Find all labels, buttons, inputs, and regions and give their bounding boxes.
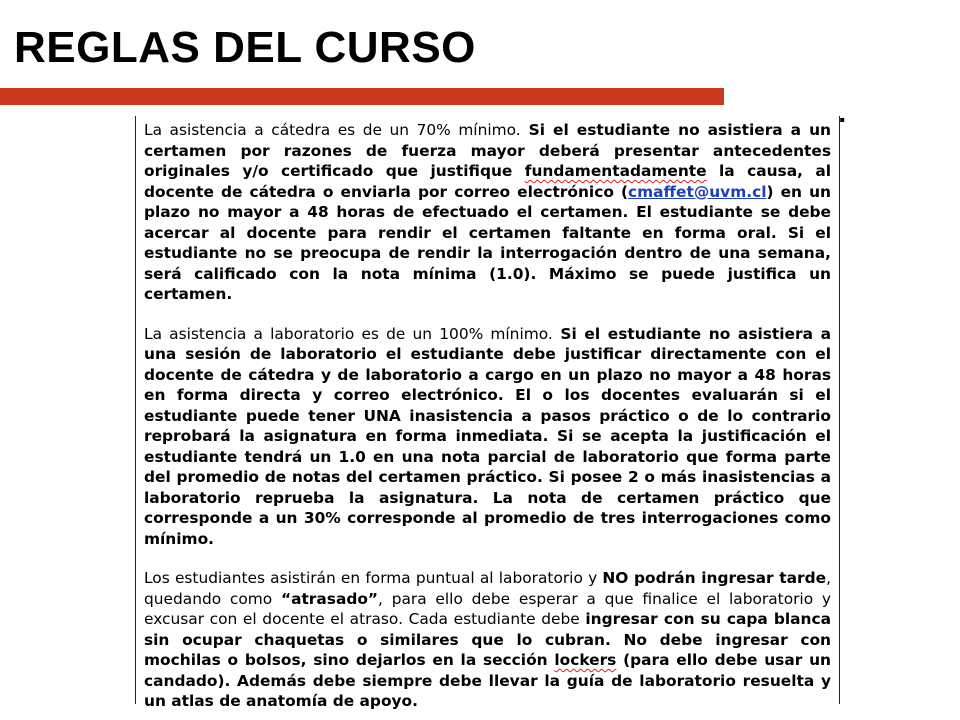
catedra-text-2: la causa, al docente de cátedra o enviarla por correo electrónico (: [144, 162, 831, 201]
late-label: “atrasado”: [280, 589, 379, 608]
dress-rules: ingresar con su capa blanca sin ocupar chaquetas o similares que lo cubran. No debe ingresar con mochilas o bolsos, sino dejarlos en la sección: [144, 610, 831, 669]
no-late-entry: NO podrán ingresar tarde: [602, 569, 827, 587]
punctuality-text-3: (para ello debe usar un candado). Además debe siempre debe llevar la guía de laboratorio resuelta y un atlas de anatomía de apoyo.: [144, 651, 831, 710]
slide-title: REGLAS DEL CURSO: [14, 23, 476, 72]
title-underline-bar: [0, 88, 724, 105]
lab-attendance-lead: La asistencia a laboratorio es de un 100% mínimo.: [144, 324, 553, 343]
rules-document: [135, 115, 845, 710]
spellcheck-word: fundamentadamente: [524, 162, 707, 180]
lab-attendance-text: Si el estudiante no asistiera a una sesión de laboratorio el estudiante debe justificar directamente con el docente de cátedra y de laboratorio a cargo en un plazo no mayor a 48 horas en forma directa y correo electrónico. El o los docentes evaluarán si el estudiante puede tener UNA inasistencia a pasos práctico o de lo contrario reprobará la asignatura en forma inmediata. Si se acepta la justificación el estudiante tendrá un 1.0 en una nota parcial de laboratorio que forma parte del promedio de notas del certamen práctico. Si posee 2 o más inasistencias a laboratorio reprueba la asignatura. La nota de certamen práctico que corresponde a un 30% corresponde al promedio de tres interrogaciones como mínimo.: [144, 324, 831, 548]
rule-catedra-attendance: [144, 120, 831, 305]
rule-lab-attendance: [144, 324, 831, 550]
lockers-word: lockers: [554, 651, 617, 669]
punctuality-text-1: , quedando como: [144, 569, 831, 608]
catedra-text-3: ) en un plazo no mayor a 48 horas de efectuado el certamen. El estudiante se debe acercar al docente para rendir el certamen faltante en forma oral. Si el estudiante no se preocupa de rendir la interrogación dentro de una semana, será calificado con la nota mínima (1.0). Máximo se puede justifica un certamen.: [144, 182, 831, 303]
catedra-text-1: Si el estudiante no asistiera a un certamen por razones de fuerza mayor deberá presentar antecedentes originales y/o certificado que justifique: [144, 121, 831, 180]
rule-punctuality: [144, 568, 831, 712]
punctuality-lead: Los estudiantes asistirán en forma puntual al laboratorio y: [144, 569, 603, 587]
punctuality-text-2: , para ello debe esperar a que finalice el laboratorio y excusar con el docente el atraso. Cada estudiante debe: [144, 589, 831, 628]
catedra-attendance-lead: La asistencia a cátedra es de un 70% mínimo.: [144, 121, 521, 139]
corner-mark: ▪: [839, 115, 845, 124]
email-link[interactable]: cmaffet@uvm.cl: [628, 182, 767, 201]
